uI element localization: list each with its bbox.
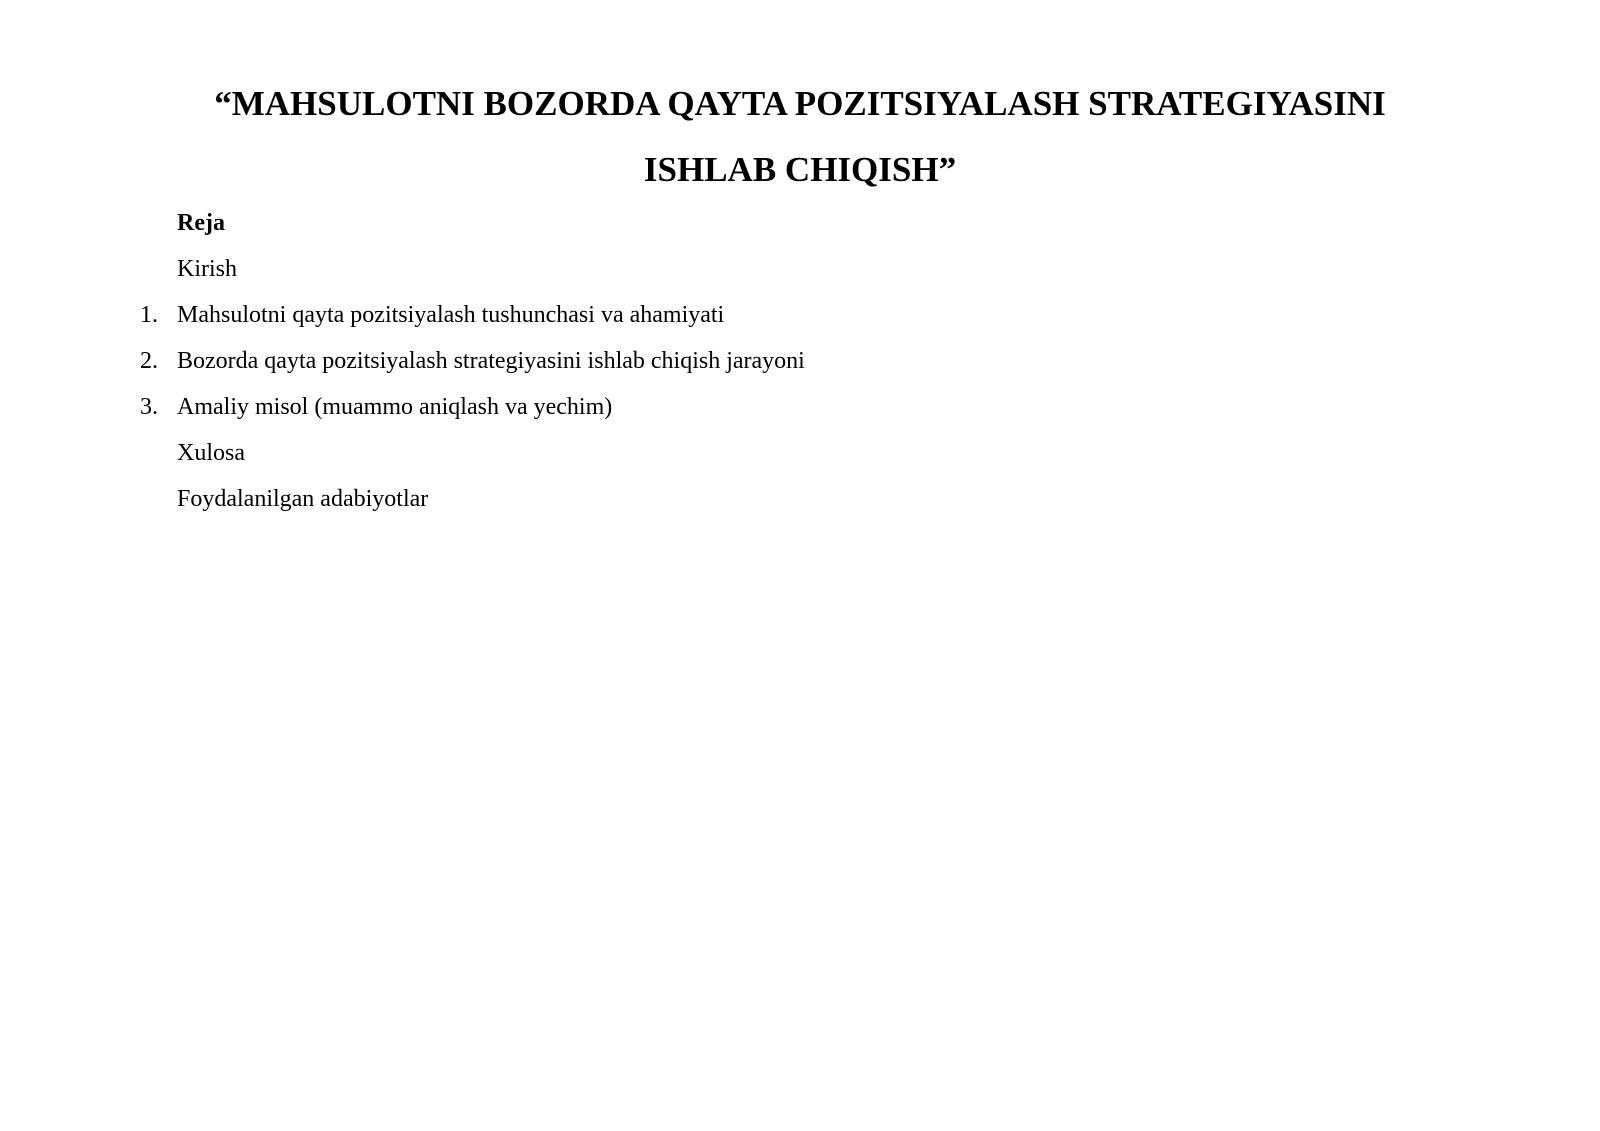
toc-item-number: 2. [140,348,158,374]
toc-item-number: 3. [140,394,158,420]
toc-item-references [0,484,1600,530]
plan-heading-row [0,208,1600,254]
toc-item-text: Kirish [177,256,237,282]
toc-item-3 [0,392,1600,438]
toc-item-number: 1. [140,302,158,328]
toc-item-text: Mahsulotni qayta pozitsiyalash tushunchasi va ahamiyati [177,302,725,328]
toc-item-intro [0,254,1600,300]
document-title-line-1: “MAHSULOTNI BOZORDA QAYTA POZITSIYALASH STRATEGIYASINI [214,84,1386,123]
toc-item-text: Xulosa [177,440,245,466]
toc-item-1 [0,300,1600,346]
toc-item-text: Bozorda qayta pozitsiyalash strategiyasini ishlab chiqish jarayoni [177,348,805,374]
toc-item-text: Foydalanilgan adabiyotlar [177,486,429,512]
document-title-line-2: ISHLAB CHIQISH” [643,150,957,189]
plan-heading: Reja [177,210,225,236]
toc-item-2 [0,346,1600,392]
table-of-contents [0,208,1600,530]
toc-item-text: Amaliy misol (muammo aniqlash va yechim) [177,394,613,420]
toc-item-conclusion [0,438,1600,484]
